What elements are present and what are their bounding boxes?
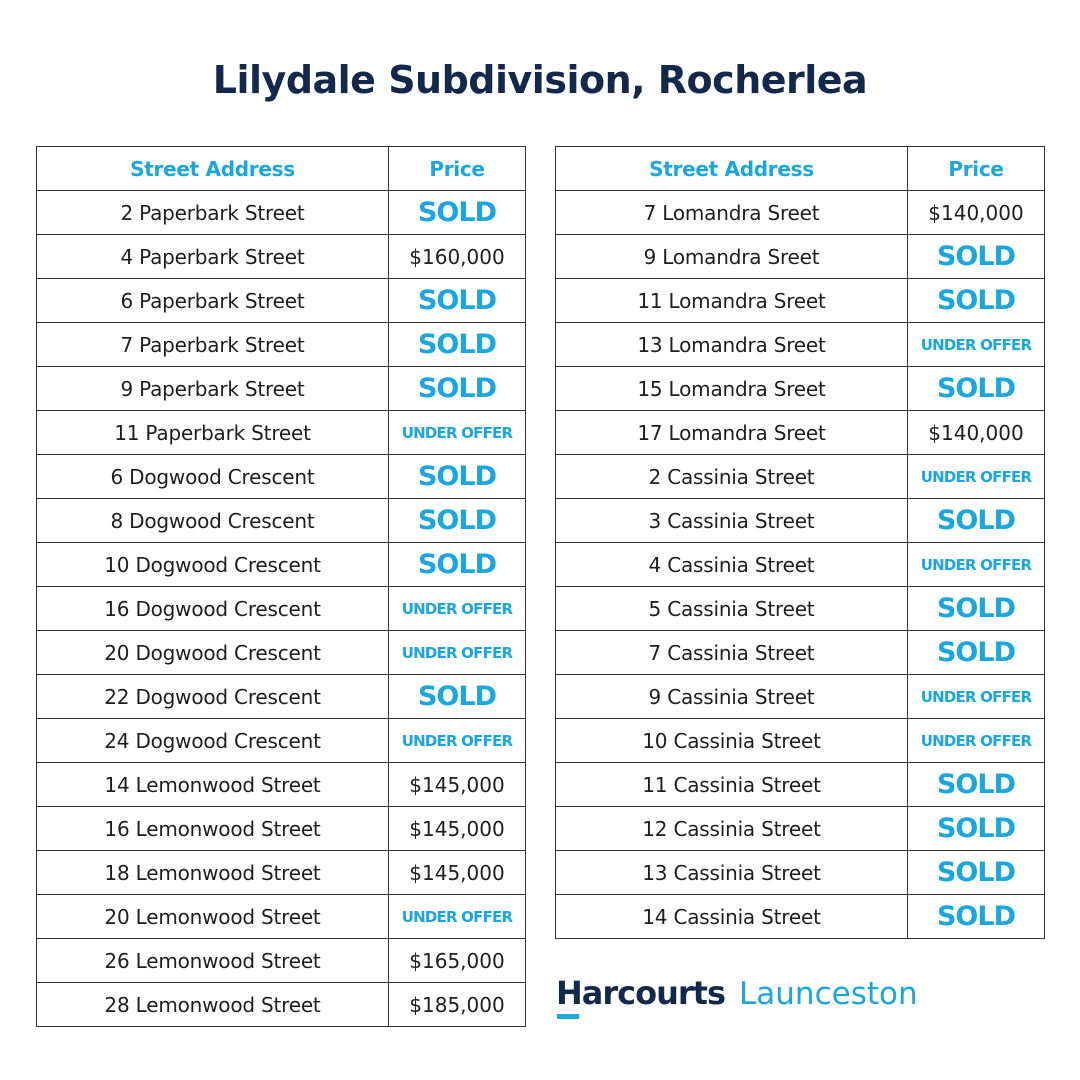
table-row xyxy=(37,411,526,455)
street-address-cell: 11 Paperbark Street xyxy=(37,411,389,455)
table-row xyxy=(37,895,526,939)
table-row xyxy=(556,499,1045,543)
status-badge: SOLD xyxy=(908,279,1045,323)
table-row xyxy=(556,587,1045,631)
table-header-row xyxy=(556,147,1045,191)
street-address-cell: 6 Dogwood Crescent xyxy=(37,455,389,499)
logo-office: Launceston xyxy=(739,976,918,1012)
status-badge: UNDER OFFER xyxy=(908,455,1045,499)
street-address-cell: 3 Cassinia Street xyxy=(556,499,908,543)
table-row xyxy=(37,367,526,411)
table-row xyxy=(556,631,1045,675)
street-address-cell: 9 Cassinia Street xyxy=(556,675,908,719)
table-row xyxy=(37,323,526,367)
street-address-cell: 9 Lomandra Sreet xyxy=(556,235,908,279)
status-badge: SOLD xyxy=(908,807,1045,851)
street-address-cell: 6 Paperbark Street xyxy=(37,279,389,323)
street-address-cell: 7 Cassinia Street xyxy=(556,631,908,675)
table-header-row xyxy=(37,147,526,191)
status-badge: UNDER OFFER xyxy=(389,631,526,675)
price-cell: $140,000 xyxy=(908,411,1045,455)
street-address-cell: 2 Paperbark Street xyxy=(37,191,389,235)
street-address-cell: 20 Dogwood Crescent xyxy=(37,631,389,675)
table-row xyxy=(37,983,526,1027)
status-badge: SOLD xyxy=(908,851,1045,895)
logo-brand xyxy=(556,974,725,1012)
logo-brand-text: Harcourts xyxy=(556,974,726,1012)
street-address-cell: 13 Lomandra Sreet xyxy=(556,323,908,367)
table-row xyxy=(556,455,1045,499)
table-row xyxy=(37,455,526,499)
status-badge: UNDER OFFER xyxy=(908,719,1045,763)
price-cell: $185,000 xyxy=(389,983,526,1027)
table-row xyxy=(556,763,1045,807)
status-badge: UNDER OFFER xyxy=(908,323,1045,367)
street-address-cell: 17 Lomandra Sreet xyxy=(556,411,908,455)
street-address-cell: 11 Lomandra Sreet xyxy=(556,279,908,323)
table-row xyxy=(556,895,1045,939)
status-badge: UNDER OFFER xyxy=(389,411,526,455)
table-row xyxy=(37,631,526,675)
price-cell: $145,000 xyxy=(389,807,526,851)
street-address-cell: 4 Cassinia Street xyxy=(556,543,908,587)
status-badge: SOLD xyxy=(908,499,1045,543)
status-badge: SOLD xyxy=(908,587,1045,631)
street-address-cell: 10 Dogwood Crescent xyxy=(37,543,389,587)
status-badge: SOLD xyxy=(908,895,1045,939)
street-address-cell: 20 Lemonwood Street xyxy=(37,895,389,939)
table-row xyxy=(37,543,526,587)
table-row xyxy=(37,807,526,851)
street-address-cell: 15 Lomandra Sreet xyxy=(556,367,908,411)
street-address-cell: 8 Dogwood Crescent xyxy=(37,499,389,543)
column-header-address: Street Address xyxy=(556,147,908,191)
street-address-cell: 7 Lomandra Sreet xyxy=(556,191,908,235)
logo-accent-bar xyxy=(557,1014,579,1019)
column-header-price: Price xyxy=(389,147,526,191)
table-row xyxy=(37,719,526,763)
street-address-cell: 28 Lemonwood Street xyxy=(37,983,389,1027)
price-cell: $145,000 xyxy=(389,763,526,807)
street-address-cell: 14 Cassinia Street xyxy=(556,895,908,939)
table-row xyxy=(37,851,526,895)
status-badge: SOLD xyxy=(908,631,1045,675)
status-badge: SOLD xyxy=(389,367,526,411)
table-row xyxy=(556,851,1045,895)
table-row xyxy=(37,499,526,543)
street-address-cell: 24 Dogwood Crescent xyxy=(37,719,389,763)
street-address-cell: 11 Cassinia Street xyxy=(556,763,908,807)
table-row xyxy=(556,191,1045,235)
street-address-cell: 18 Lemonwood Street xyxy=(37,851,389,895)
column-header-price: Price xyxy=(908,147,1045,191)
status-badge: UNDER OFFER xyxy=(389,895,526,939)
listing-table-left xyxy=(36,146,526,1027)
street-address-cell: 14 Lemonwood Street xyxy=(37,763,389,807)
table-row xyxy=(37,235,526,279)
street-address-cell: 9 Paperbark Street xyxy=(37,367,389,411)
status-badge: SOLD xyxy=(389,323,526,367)
price-cell: $140,000 xyxy=(908,191,1045,235)
status-badge: SOLD xyxy=(389,279,526,323)
street-address-cell: 26 Lemonwood Street xyxy=(37,939,389,983)
status-badge: SOLD xyxy=(908,235,1045,279)
street-address-cell: 7 Paperbark Street xyxy=(37,323,389,367)
status-badge: SOLD xyxy=(389,455,526,499)
street-address-cell: 2 Cassinia Street xyxy=(556,455,908,499)
street-address-cell: 16 Dogwood Crescent xyxy=(37,587,389,631)
table-row xyxy=(556,279,1045,323)
table-row xyxy=(37,191,526,235)
status-badge: SOLD xyxy=(389,675,526,719)
street-address-cell: 16 Lemonwood Street xyxy=(37,807,389,851)
status-badge: UNDER OFFER xyxy=(389,719,526,763)
harcourts-logo xyxy=(556,974,918,1024)
table-row xyxy=(556,719,1045,763)
table-row xyxy=(37,763,526,807)
status-badge: SOLD xyxy=(908,367,1045,411)
street-address-cell: 12 Cassinia Street xyxy=(556,807,908,851)
status-badge: SOLD xyxy=(389,543,526,587)
status-badge: UNDER OFFER xyxy=(389,587,526,631)
street-address-cell: 22 Dogwood Crescent xyxy=(37,675,389,719)
street-address-cell: 5 Cassinia Street xyxy=(556,587,908,631)
table-row xyxy=(556,323,1045,367)
table-row xyxy=(37,279,526,323)
status-badge: SOLD xyxy=(908,763,1045,807)
price-cell: $165,000 xyxy=(389,939,526,983)
table-row xyxy=(37,939,526,983)
status-badge: SOLD xyxy=(389,499,526,543)
price-cell: $145,000 xyxy=(389,851,526,895)
street-address-cell: 13 Cassinia Street xyxy=(556,851,908,895)
table-row xyxy=(556,807,1045,851)
street-address-cell: 10 Cassinia Street xyxy=(556,719,908,763)
column-header-address: Street Address xyxy=(37,147,389,191)
table-row xyxy=(556,543,1045,587)
table-row xyxy=(556,367,1045,411)
table-row xyxy=(556,675,1045,719)
street-address-cell: 4 Paperbark Street xyxy=(37,235,389,279)
listing-table-right xyxy=(555,146,1045,939)
table-row xyxy=(556,235,1045,279)
table-row xyxy=(37,675,526,719)
status-badge: UNDER OFFER xyxy=(908,543,1045,587)
page-title: Lilydale Subdivision, Rocherlea xyxy=(212,58,868,102)
table-row xyxy=(556,411,1045,455)
table-row xyxy=(37,587,526,631)
status-badge: SOLD xyxy=(389,191,526,235)
price-cell: $160,000 xyxy=(389,235,526,279)
status-badge: UNDER OFFER xyxy=(908,675,1045,719)
